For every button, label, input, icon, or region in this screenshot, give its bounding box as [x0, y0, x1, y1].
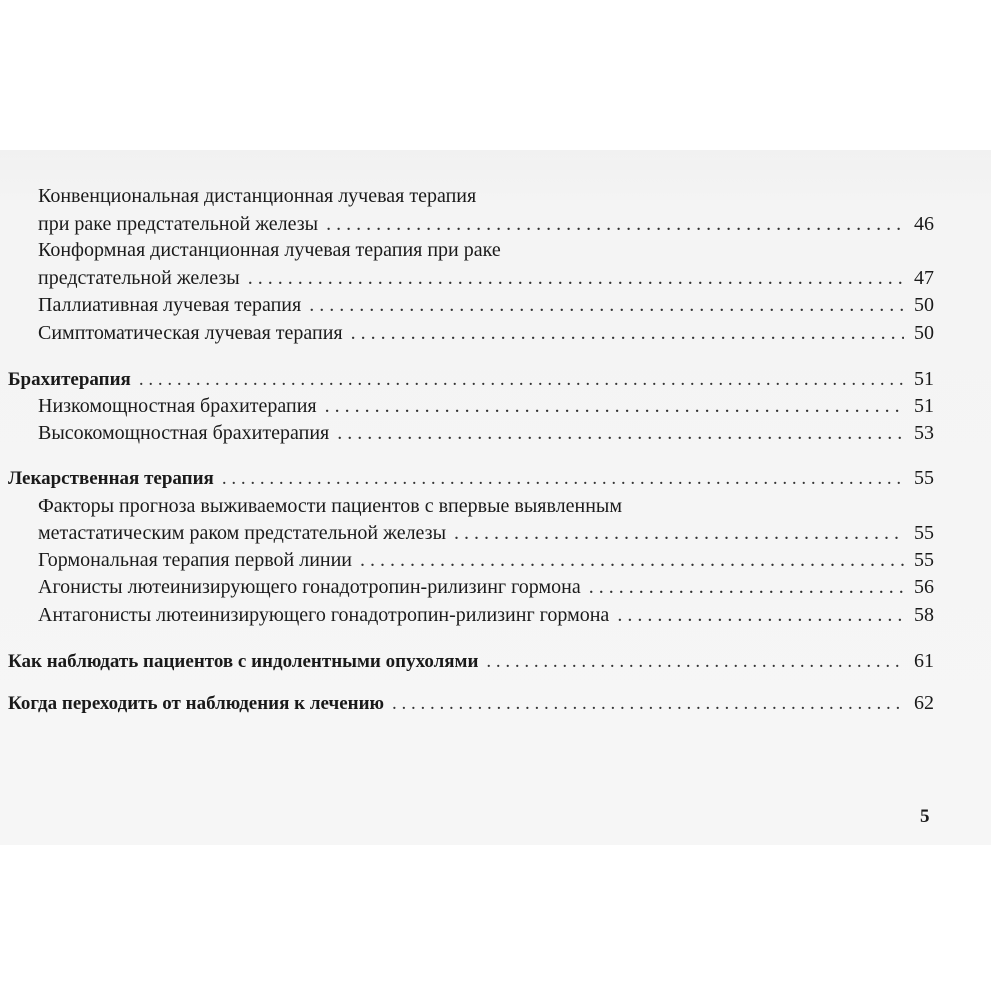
toc-page-number: 47 [914, 267, 934, 289]
toc-entry-line [38, 420, 934, 446]
dot-leader [589, 574, 904, 600]
toc-entry-text: метастатическим раком предстательной железы [38, 522, 447, 544]
dot-leader [309, 292, 904, 318]
toc-entry: Факторы прогноза выживаемости пациентов с впервые выявленным [38, 495, 623, 517]
toc-entry-text: Гормональная терапия первой линии [38, 549, 353, 571]
toc-page-number: 50 [914, 294, 934, 316]
toc-entry-text: Антагонисты лютеинизирующего гонадотропин-рилизинг гормона [38, 604, 610, 626]
toc-page-number: 58 [914, 604, 934, 626]
toc-entry-text: Паллиативная лучевая терапия [38, 294, 302, 316]
toc-entry-line [38, 574, 934, 600]
toc-page-number: 53 [914, 422, 934, 444]
dot-leader [248, 265, 904, 291]
toc-entry-line [38, 602, 934, 628]
toc-entry-text: предстательной железы [38, 267, 240, 289]
dot-leader [139, 367, 904, 393]
dot-leader [325, 393, 904, 419]
toc-section-title: Брахитерапия [8, 369, 131, 390]
toc-page-number: 50 [914, 322, 934, 344]
dot-leader [454, 520, 904, 546]
dot-leader [337, 420, 904, 446]
toc-entry-text: Симптоматическая лучевая терапия [38, 322, 343, 344]
toc-page-number: 51 [914, 395, 934, 417]
dot-leader [351, 320, 904, 346]
toc-entry-text: Высокомощностная брахитерапия [38, 422, 330, 444]
page-number: 5 [920, 806, 930, 827]
toc-section-title: Когда переходить от наблюдения к лечению [8, 693, 385, 714]
toc-entry: Конвенциональная дистанционная лучевая терапия [38, 185, 477, 207]
toc-page-number: 55 [914, 522, 934, 544]
toc-section-title: Лекарственная терапия [8, 468, 214, 489]
toc-page-number: 62 [914, 692, 934, 714]
dot-leader [486, 649, 904, 675]
toc-page-number: 56 [914, 576, 934, 598]
toc-entry-line [38, 292, 934, 318]
dot-leader [222, 466, 904, 492]
toc-page-number: 55 [914, 549, 934, 571]
toc-entry-text: Низкомощностная брахитерапия [38, 395, 317, 417]
toc-entry-line [38, 520, 934, 546]
toc-entry-line [38, 211, 934, 237]
toc-section-line [8, 648, 934, 675]
dot-leader [360, 547, 904, 573]
toc-section-line [8, 366, 934, 393]
dot-leader [326, 211, 904, 237]
toc-page-number: 61 [914, 650, 934, 672]
toc-section-title: Как наблюдать пациентов с индолентными опухолями [8, 651, 479, 672]
toc-page-number: 51 [914, 368, 934, 390]
toc-entry-line [38, 265, 934, 291]
toc-section-line [8, 690, 934, 717]
dot-leader [392, 691, 904, 717]
toc-entry-line [38, 393, 934, 419]
toc-entry: Конформная дистанционная лучевая терапия при раке [38, 239, 501, 261]
toc-entry-line [38, 547, 934, 573]
toc-entry-line [38, 320, 934, 346]
dot-leader [617, 602, 904, 628]
toc-section-line [8, 465, 934, 492]
toc-entry-text: при раке предстательной железы [38, 213, 319, 235]
toc-page-number: 46 [914, 213, 934, 235]
toc-entry-text: Агонисты лютеинизирующего гонадотропин-рилизинг гормона [38, 576, 581, 598]
toc-page-number: 55 [914, 467, 934, 489]
